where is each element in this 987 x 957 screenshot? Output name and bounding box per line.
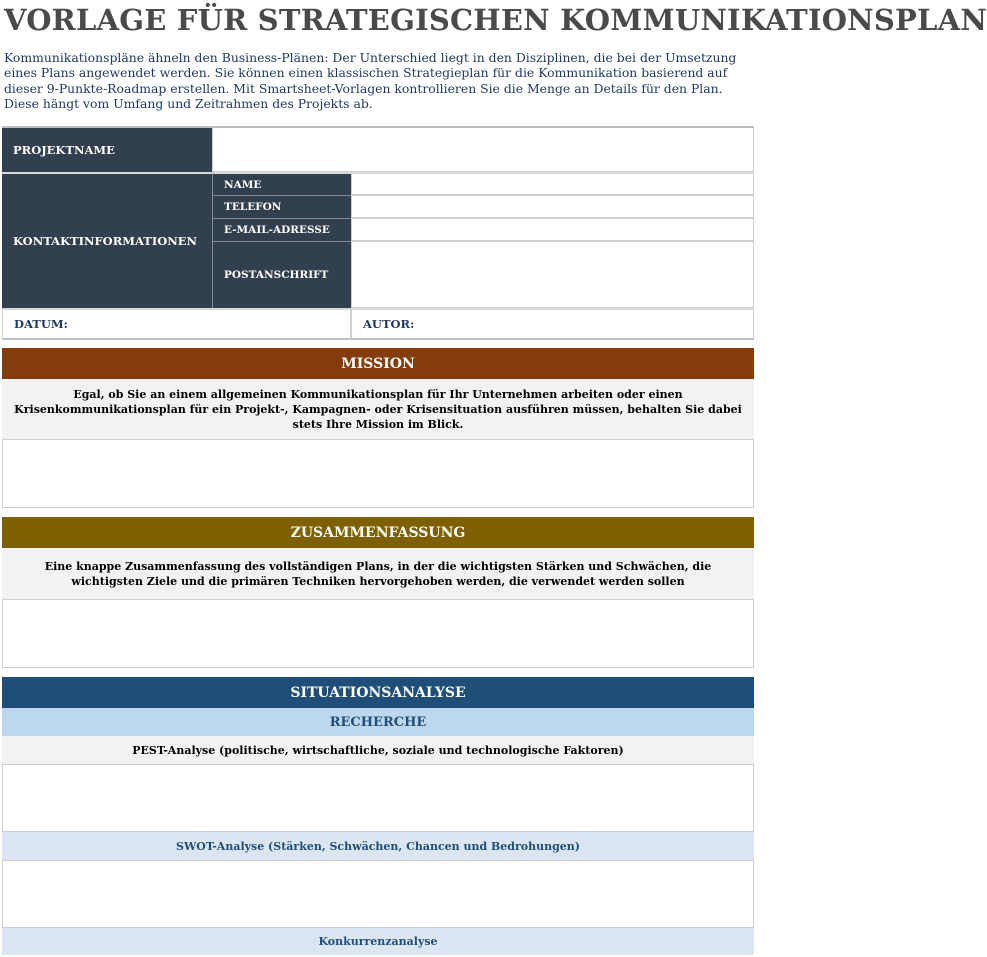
pest-description: PEST-Analyse (politische, wirtschaftliche, soziale und technologische Faktoren): [2, 736, 754, 764]
projektname-label: PROJEKTNAME: [2, 126, 212, 172]
pest-input-area[interactable]: [2, 764, 754, 832]
postanschrift-input[interactable]: [351, 241, 754, 308]
kontakt-label: KONTAKTINFORMATIONEN: [2, 172, 212, 308]
zusammenfassung-input-area[interactable]: [2, 599, 754, 668]
datum-field[interactable]: DATUM:: [2, 308, 351, 340]
intro-text: Kommunikationspläne ähneln den Business-Plänen: Der Unterschied liegt in den Disziplinen, die bei der Umsetzung eines Plans angewendet werden. Sie können einen klassischen Strategieplan für die Kommunikation basierend auf dieser 9-Punkte-Roadmap erstellen. Mit Smartsheet-Vorlagen kontrollieren Sie die Menge an Details für den Plan. Diese hängt vom Umfang und Zeitrahmen des Projekts ab.: [4, 50, 737, 112]
recherche-header: RECHERCHE: [2, 708, 754, 736]
mission-header: MISSION: [2, 348, 754, 379]
email-input[interactable]: [351, 218, 754, 241]
page-title: VORLAGE FÜR STRATEGISCHEN KOMMUNIKATIONSPLAN: [4, 3, 987, 37]
zusammenfassung-header: ZUSAMMENFASSUNG: [2, 517, 754, 548]
autor-field[interactable]: AUTOR:: [351, 308, 754, 340]
projektname-input[interactable]: [212, 126, 754, 172]
swot-input-area[interactable]: [2, 860, 754, 928]
telefon-input[interactable]: [351, 195, 754, 218]
email-label: E-MAIL-ADRESSE: [212, 218, 351, 241]
situationsanalyse-header: SITUATIONSANALYSE: [2, 677, 754, 708]
swot-header: SWOT-Analyse (Stärken, Schwächen, Chancen und Bedrohungen): [2, 832, 754, 860]
telefon-label: TELEFON: [212, 195, 351, 218]
name-label: NAME: [212, 172, 351, 195]
name-input[interactable]: [351, 172, 754, 195]
mission-description: Egal, ob Sie an einem allgemeinen Kommunikationsplan für Ihr Unternehmen arbeiten oder einen Krisenkommunikationsplan für ein Projekt-, Kampagnen- oder Krisensituation ausführen müssen, behalten Sie dabei stets Ihre Mission im Blick.: [2, 379, 754, 439]
konkurrenz-header: Konkurrenzanalyse: [2, 928, 754, 955]
zusammenfassung-description: Eine knappe Zusammenfassung des vollständigen Plans, in der die wichtigsten Stärken und Schwächen, die wichtigsten Ziele und die primären Techniken hervorgehoben werden, die verwendet werden sollen: [2, 548, 754, 599]
postanschrift-label: POSTANSCHRIFT: [212, 241, 351, 308]
mission-input-area[interactable]: [2, 439, 754, 508]
